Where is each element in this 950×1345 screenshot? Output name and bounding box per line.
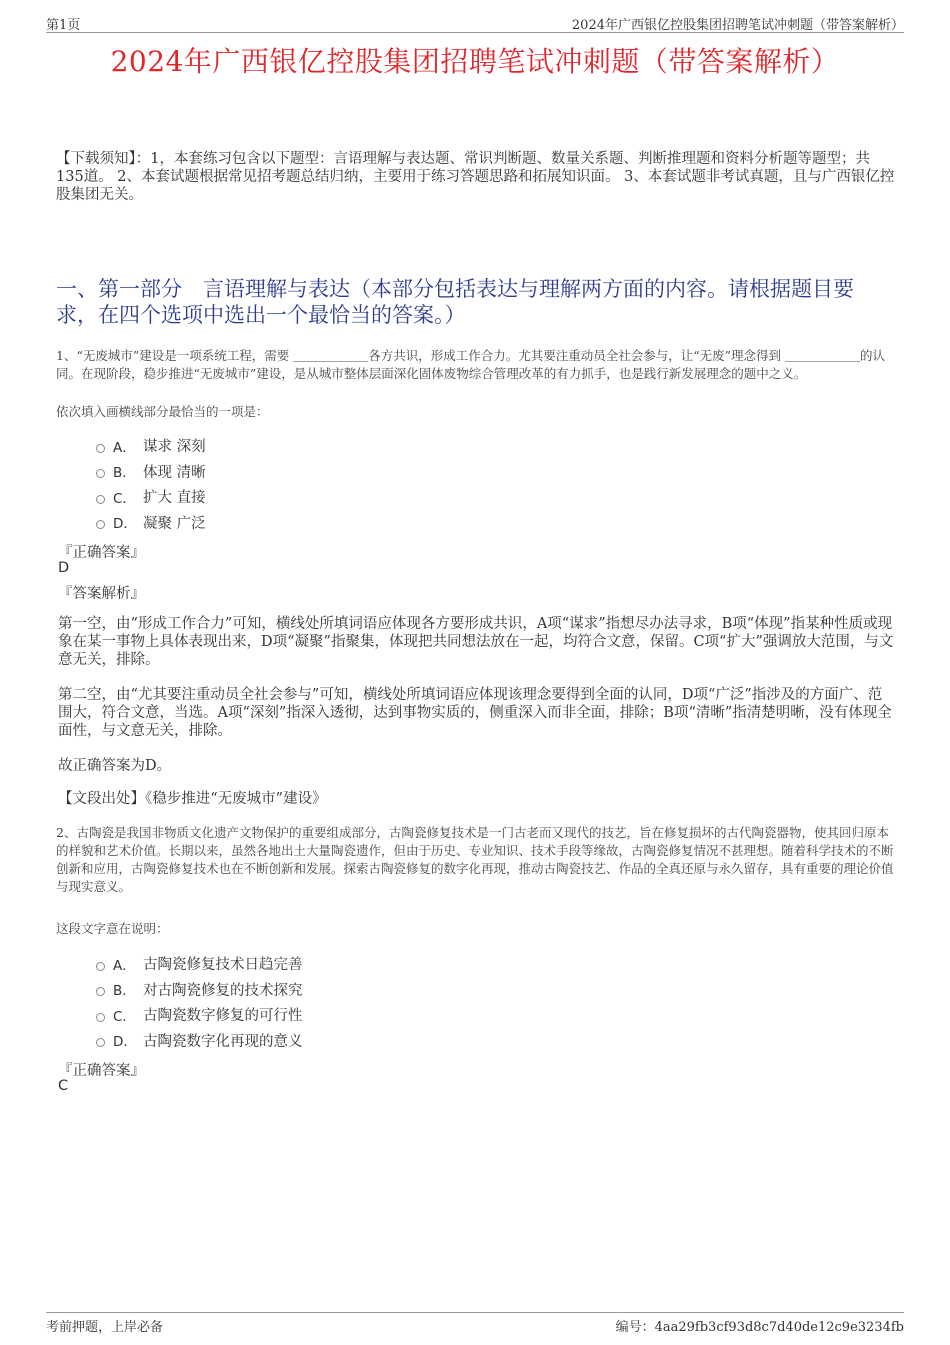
option-a[interactable]: A． 谋求 深刻 <box>96 433 206 459</box>
page-footer <box>46 1312 904 1335</box>
radio-icon[interactable] <box>96 469 105 478</box>
download-notice: 【下载须知】：1，本套练习包含以下题型：言语理解与表达题、常识判断题、数量关系题、判断推理题和资料分析题等题型；共135道。 2、本套试题根据常见招考题总结归纳，主要用于练习答题思路和拓展知识面。 3、本套试题非考试真题，且与广西银亿控股集团无关。 <box>56 151 895 203</box>
question-1-text: 1、“无废城市”建设是一项系统工程，需要 ＿＿＿＿＿＿各方共识，形成工作合力。尤其要注重动员全社会参与，让“无废”理念得到 ＿＿＿＿＿＿的认同。在现阶段，稳步推进“无废城市”建设，是从城市整体层面深化固体废物综合管理改革的有力抓手，也是践行新发展理念的题中之义。 <box>56 348 885 381</box>
answer-value: C <box>58 1078 69 1094</box>
question-1-options <box>96 433 206 535</box>
source-citation: 【文段出处】《稳步推进“无废城市”建设》 <box>58 791 327 807</box>
document-title: 2024年广西银亿控股集团招聘笔试冲刺题（带答案解析） <box>110 45 840 78</box>
radio-icon[interactable] <box>96 1013 105 1022</box>
radio-icon[interactable] <box>96 987 105 996</box>
radio-icon[interactable] <box>96 962 105 971</box>
option-b[interactable]: B． 对古陶瓷修复的技术探究 <box>96 977 303 1003</box>
section-title: 一、第一部分 言语理解与表达（本部分包括表达与理解两方面的内容。请根据题目要求，在四个选项中选出一个最恰当的答案。） <box>56 277 854 327</box>
answer-label: 『正确答案』 <box>58 545 145 561</box>
footer-code: 编号：4aa29fb3cf93d8c7d40de12c9e3234fb <box>615 1320 904 1335</box>
radio-icon[interactable] <box>96 444 105 453</box>
analysis-paragraph-1: 第一空，由“形成工作合力”可知，横线处所填词语应体现各方要形成共识，A项“谋求”指想尽办法寻求，B项“体现”指某种性质或现象在某一事物上具体表现出来，D项“凝聚”指聚集，体现把共同想法放在一起，均符合文意，保留。C项“扩大”强调放大范围，与文意无关，排除。 <box>58 616 894 668</box>
option-d[interactable]: D． 古陶瓷数字化再现的意义 <box>96 1028 303 1054</box>
radio-icon[interactable] <box>96 495 105 504</box>
header-doc-title: 2024年广西银亿控股集团招聘笔试冲刺题（带答案解析） <box>571 18 904 33</box>
radio-icon[interactable] <box>96 520 105 529</box>
option-d[interactable]: D． 凝聚 广泛 <box>96 510 206 536</box>
answer-label: 『正确答案』 <box>58 1063 145 1079</box>
question-1-prompt: 依次填入画横线部分最恰当的一项是： <box>56 404 269 419</box>
page-number: 第1页 <box>46 18 81 33</box>
option-b[interactable]: B． 体现 清晰 <box>96 459 206 485</box>
analysis-paragraph-2: 第二空，由“尤其要注重动员全社会参与”可知，横线处所填词语应体现该理念要得到全面的认同，D项“广泛”指涉及的方面广、范围大，符合文意，当选。A项“深刻”指深入透彻，达到事物实质的，侧重深入而非全面，排除；B项“清晰”指清楚明晰，没有体现全面性，与文意无关，排除。 <box>58 687 892 739</box>
option-c[interactable]: C． 扩大 直接 <box>96 484 206 510</box>
footer-slogan: 考前押题，上岸必备 <box>46 1320 164 1335</box>
page-header <box>46 12 904 33</box>
option-c[interactable]: C． 古陶瓷数字修复的可行性 <box>96 1002 303 1028</box>
option-a[interactable]: A． 古陶瓷修复技术日趋完善 <box>96 951 303 977</box>
answer-value: D <box>58 560 70 576</box>
question-2-text: 2、古陶瓷是我国非物质文化遗产文物保护的重要组成部分，古陶瓷修复技术是一门古老而又现代的技艺，旨在修复损坏的古代陶瓷器物，使其回归原本的样貌和艺术价值。长期以来，虽然各地出土大量陶瓷遗作，但由于历史、专业知识、技术手段等缘故，古陶瓷修复情况不甚理想。随着科学技术的不断创新和应用，古陶瓷修复技术也在不断创新和发展。探索古陶瓷修复的数字化再现，推动古陶瓷技艺、作品的全真还原与永久留存，具有重要的理论价值与现实意义。 <box>56 825 894 894</box>
question-2-prompt: 这段文字意在说明： <box>56 921 169 936</box>
analysis-conclusion: 故正确答案为D。 <box>58 758 172 774</box>
analysis-label: 『答案解析』 <box>58 586 145 602</box>
question-2-options <box>96 951 303 1053</box>
radio-icon[interactable] <box>96 1038 105 1047</box>
